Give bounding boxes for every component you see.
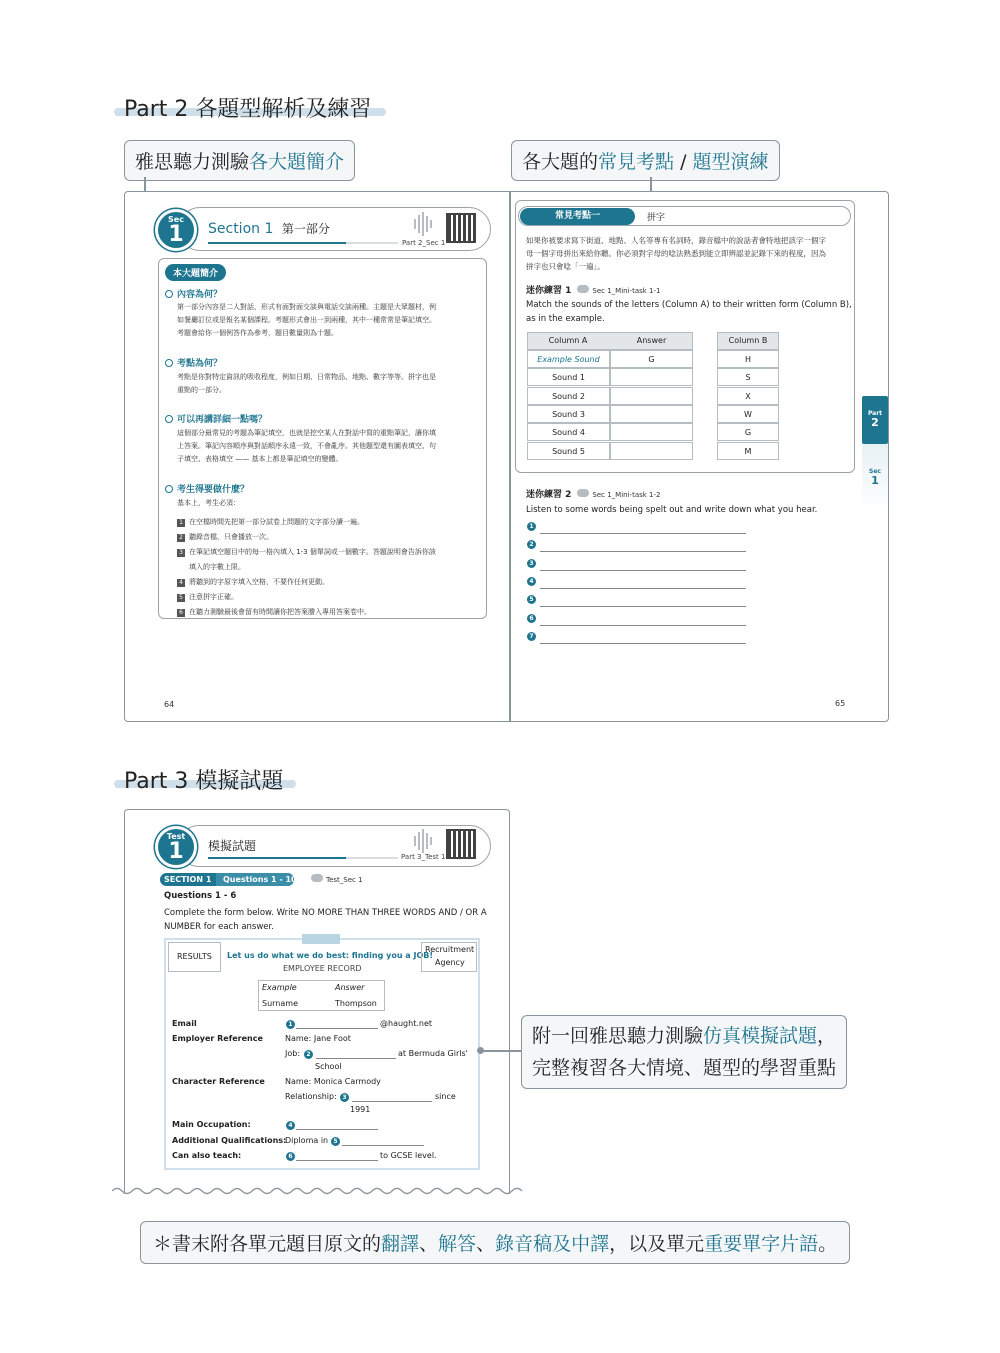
agency-line-2: Agency (435, 958, 465, 967)
table-cell[interactable] (610, 442, 693, 460)
teach-suffix: to GCSE level. (380, 1151, 437, 1160)
audio-wave-icon (414, 212, 434, 236)
table-cell-text: Sound 1 (552, 373, 585, 383)
instruction-line-1: Complete the form below. Write NO MORE THAN THREE WORDS AND / OR A (164, 908, 487, 918)
progress-fill (208, 857, 346, 859)
blank-number: 6 (286, 1152, 295, 1161)
keypoint-tag: 常見考點一 (520, 208, 635, 225)
callout-highlight: 常見考點 (598, 151, 675, 173)
cd-icon (577, 489, 589, 497)
part3-title: Part 3 模擬試題 (124, 769, 284, 794)
answer-line[interactable] (540, 643, 746, 644)
answer-blank[interactable] (342, 1145, 424, 1146)
table-cell[interactable] (610, 423, 693, 441)
test-page-title: 模擬試題 (208, 839, 257, 853)
step-item: 2 聽錄音檔，只會播放一次。 (177, 530, 436, 545)
mini-task-2-heading: 迷你練習 2 Sec 1_Mini-task 1-2 (526, 490, 661, 500)
keypoint-title: 拼字 (647, 213, 666, 223)
table-cell-text: W (744, 409, 752, 419)
answer-number: 7 (527, 632, 536, 641)
section-title: Section 1 第一部分 (208, 221, 330, 237)
job-suffix-2: School (315, 1062, 342, 1071)
step-item: 3 在筆記填空題目中的每一格內填入 1-3 個單詞或一個數字。答題說明會告訴你該 (177, 545, 436, 560)
connector-line (480, 1050, 522, 1052)
occupation-label: Main Occupation: (172, 1120, 251, 1129)
test-badge: Test 1 (155, 826, 197, 868)
answer-blank[interactable] (316, 1058, 396, 1059)
question-range: Questions 1 - 6 (164, 891, 237, 901)
answer-number: 5 (527, 595, 536, 604)
answer-label: Answer (335, 983, 365, 992)
table-cell[interactable] (610, 368, 693, 386)
question-heading: 內容為何？ (165, 287, 222, 300)
part2-title: Part 2 各題型解析及練習 (124, 97, 372, 122)
answer-number: 1 (527, 522, 536, 531)
qualifications-value: Diploma in (285, 1136, 329, 1145)
answer-intro: 基本上，考生必須： (177, 499, 240, 507)
callout-text: 各大題的 (522, 151, 599, 173)
surname-label: Surname (262, 999, 298, 1008)
table-cell-text: H (744, 355, 751, 364)
answer-line[interactable] (540, 625, 746, 626)
blank-number: 5 (331, 1137, 340, 1146)
blank-number: 2 (304, 1050, 313, 1059)
blank-number: 3 (340, 1093, 349, 1102)
answer-blank[interactable] (296, 1028, 378, 1029)
job-suffix: at Bermuda Girls' (398, 1049, 468, 1058)
answer-header: Answer (636, 336, 667, 345)
relationship-suffix: since (435, 1092, 456, 1101)
email-label: Email (172, 1019, 197, 1028)
torn-edge (112, 1186, 524, 1196)
agency-line-1: Recruitment (425, 945, 475, 954)
step-item: 6 在聽力測驗最後會留有時間讓你把答案謄入專用答案卷中。 (177, 605, 436, 620)
section-badge: Sec 1 (155, 209, 197, 251)
record-label: EMPLOYEE RECORD (283, 964, 362, 973)
part-tab[interactable]: Part 2 (862, 396, 888, 444)
table-cell-text: Sound 5 (552, 446, 585, 456)
intro-tag: 本大題簡介 (165, 264, 226, 281)
col-a-header: Column A (548, 336, 588, 345)
teach-label: Can also teach: (172, 1151, 242, 1160)
answer-number: 3 (527, 559, 536, 568)
step-item: 1 在空檔時間先把第一部分試卷上問題的文字部分讀一遍。 (177, 515, 436, 530)
page-number: 65 (835, 699, 846, 708)
qr-code-icon[interactable] (446, 213, 476, 243)
steps-list (177, 515, 436, 620)
answer-text: 考點是你對特定資訊的吸收程度，例如日期、日常物品、地點、數字等等。拼字也是 重點的一部分。 (177, 373, 436, 394)
section-label: SECTION 1 (164, 875, 212, 884)
cd-icon (311, 874, 323, 882)
sec-tab[interactable]: Sec 1 (862, 444, 888, 512)
col-b-header: Column B (728, 336, 768, 345)
qualifications-label: Additional Qualifications: (172, 1136, 287, 1145)
mini-task-1-instruction: Match the sounds of the letters (Column A) to their written form (Column B), as in the example. (526, 300, 852, 324)
cd-ref: Test_Sec 1 (303, 874, 363, 885)
character-name: Name: Monica Carmody (285, 1077, 381, 1086)
answer-blank[interactable] (296, 1160, 378, 1161)
table-cell-text: S (745, 373, 751, 383)
step-item: 填入的字數上限。 (189, 563, 245, 571)
callout-mock-test: 附一回雅思聽力測驗仿真模擬試題， 完整複習各大情境、題型的學習重點 (521, 1015, 847, 1089)
relationship-label: Relationship: (285, 1092, 337, 1101)
table-cell-text: X (745, 391, 751, 401)
table-cell-text: M (744, 446, 752, 456)
blank-number: 1 (286, 1020, 295, 1029)
callout-sep: / (674, 151, 693, 173)
answer-text: 第一部分內容是二人對話，形式有面對面交談與電話交談兩種。主題是大眾題材，例 如餐廳訂位或是報名某個課程。考題形式會出一到兩種，其中一種常常是筆記填空。 考題會給你一個例答作為參考，題目數量則為十題。 (177, 303, 436, 337)
audio-ref: Part 3_Test 1 (401, 853, 446, 861)
question-heading: 考點為何？ (165, 356, 222, 369)
mini-task-1-heading: 迷你練習 1 Sec 1_Mini-task 1-1 (526, 286, 661, 296)
surname-value: Thompson (335, 999, 377, 1008)
connector-dot (477, 1047, 484, 1054)
employer-name: Name: Jane Foot (285, 1034, 351, 1043)
cd-icon (577, 285, 589, 293)
callout-keypoints (511, 140, 780, 181)
example-label: Example (262, 983, 297, 992)
mini-task-2-instruction: Listen to some words being spelt out and write down what you hear. (526, 505, 818, 515)
answer-line[interactable] (540, 551, 746, 552)
email-suffix: @haught.net (380, 1019, 432, 1028)
audio-ref: Part 2_Sec 1 (402, 239, 446, 247)
answer-line[interactable] (540, 533, 746, 534)
answer-number: 4 (527, 577, 536, 586)
qr-code-icon[interactable] (446, 829, 476, 859)
answer-blank[interactable] (296, 1129, 378, 1130)
table-cell-text: Sound 3 (552, 409, 585, 419)
character-ref-label: Character Reference (172, 1077, 265, 1086)
answer-blank[interactable] (352, 1101, 432, 1102)
table-cell-text: Sound 4 (552, 428, 585, 438)
step-item: 5 注意拼字正確。 (177, 590, 436, 605)
answer-line[interactable] (540, 570, 746, 571)
page-number: 64 (164, 700, 175, 709)
book-spine (509, 191, 511, 722)
audio-wave-icon (414, 829, 434, 853)
instruction-line-2: NUMBER for each answer. (164, 922, 274, 932)
table-cell-text: G (648, 355, 655, 364)
question-heading: 可以再講詳細一點嗎？ (165, 412, 267, 425)
bottom-note: ＊書末附各單元題目原文的翻譯、解答、錄音稿及中譯，以及單元重要單字片語。 (140, 1221, 850, 1264)
table-cell-text: G (744, 428, 752, 438)
slogan: Let us do what we do best: finding you a JOB! (227, 951, 434, 960)
table-cell[interactable] (610, 405, 693, 423)
employer-ref-label: Employer Reference (172, 1034, 263, 1043)
answer-line[interactable] (540, 606, 746, 607)
questions-label: Questions 1 - 10 (223, 875, 297, 884)
keypoint-intro: 如果你被要求寫下街道、地點、人名等專有名詞時，錄音檔中的說話者會特地把該字一個字 母一個字母拼出來給你聽。你必須對字母的唸法熟悉到能立即辨認並記錄下來的程度，因為 拼字也只會唸「一遍」。 (526, 236, 826, 271)
results-label: RESULTS (177, 952, 212, 961)
relationship-year: 1991 (350, 1105, 371, 1114)
answer-number: 2 (527, 540, 536, 549)
table-cell[interactable] (610, 387, 693, 405)
answer-line[interactable] (540, 588, 746, 589)
table-cell-text: Sound 2 (552, 391, 585, 401)
blank-number: 4 (286, 1121, 295, 1130)
callout-text: 雅思聽力測驗 (135, 151, 250, 173)
answer-text: 這個部分最常見的考題為筆記填空，也就是挖空某人在對話中寫的重點筆記，讓你填 上答案。筆記內容順序與對話順序永遠一致，不會亂序。其他題型還有圖表填空、句 子填空、表格填空 —— 基本上都是筆記填空的變體。 (177, 429, 436, 463)
progress-fill (208, 242, 346, 244)
question-heading: 考生得要做什麼？ (165, 482, 249, 495)
tape-strip (302, 934, 340, 944)
job-label: Job: (285, 1049, 301, 1058)
table-cell-text: Example Sound (537, 355, 600, 364)
step-item: 4 將聽到的字原字填入空格，不要作任何更動。 (177, 575, 436, 590)
callout-section-intro (124, 140, 355, 181)
callout-highlight: 各大題簡介 (249, 151, 345, 173)
answer-number: 6 (527, 614, 536, 623)
callout-highlight: 題型演練 (692, 151, 769, 173)
